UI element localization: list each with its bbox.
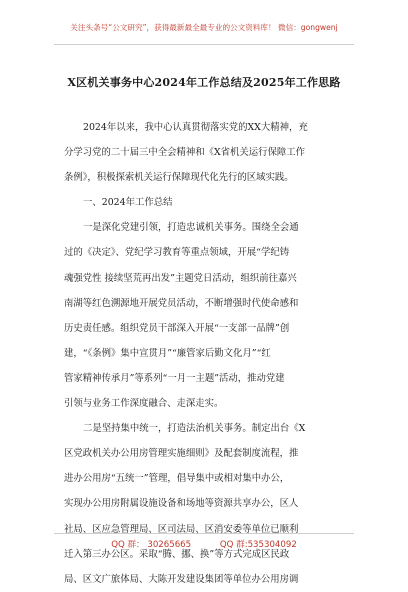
body-line: 历史责任感。组织党员干部深入开展“一支部一品牌”创 [64,322,290,334]
footer-qq-group-1: QQ 群： 30265665 [111,540,192,550]
body-line: 社局、区应急管理局、区司法局、区消安委等单位已顺利 [64,523,299,535]
header-divider [54,44,354,45]
footer-divider [54,533,354,534]
footer-qq-group-2: QQ 群:535304092 [219,540,297,550]
body-line: 局、区文广旅体局、大陈开发建设集团等单位办公用房调 [64,573,299,585]
body-line: 区党政机关办公用房管理实施细则》及配套制度流程，推 [64,448,299,460]
body-line: 一是深化党建引领，打造忠诚机关事务。围绕全会通 [83,222,299,234]
body-line: 一、2024年工作总结 [83,197,173,209]
body-line: 二是坚持集中统一，打造法治机关事务。制定出台《X [83,423,306,435]
footer [0,538,408,550]
document-body [64,115,350,592]
body-line: 进办公用房“五统一”管理，倡导集中或相对集中办公， [64,473,290,485]
body-line: 迁入第三办公区。采取“腾、挪、换”等方式完成区民政 [64,548,290,560]
body-line: 分学习党的二十届三中全会精神和《X省机关运行保障工作 [64,147,306,159]
body-line: 南湖等红色溯源地开展党员活动，不断增强时代使命感和 [64,297,299,309]
body-line: 魂强党性 接续坚荒再出发”主题党日活动，组织前往嘉兴 [64,272,297,284]
body-line: 建，“《条例》集中宣贯月”“廉管家后勤文化月”“红 [64,347,271,359]
body-line: 实现办公用房附属设施设备和场地等资源共享办公，区人 [64,498,299,510]
body-line: 2024年以来，我中心认真贯彻落实党的XX大精神，充 [83,122,308,133]
body-line: 引领与业务工作深度融合、走深走实。 [64,398,224,410]
body-line: 条例》，积极探索机关运行保障现代化先行的区域实践。 [64,172,294,184]
body-line: 管家精神传承月”等系列“一月一主题”活动，推动党建 [64,372,285,384]
document-title: X区机关事务中心2024年工作总结及2025年工作思路 [67,76,341,89]
header-note: 关注头条号“公文研究”，获得最新最全最专业的公文资料库！ 微信：gongwenj [70,23,338,32]
body-line: 过的《决定》、党纪学习教育等重点领域，开展“学纪铸 [64,247,290,259]
